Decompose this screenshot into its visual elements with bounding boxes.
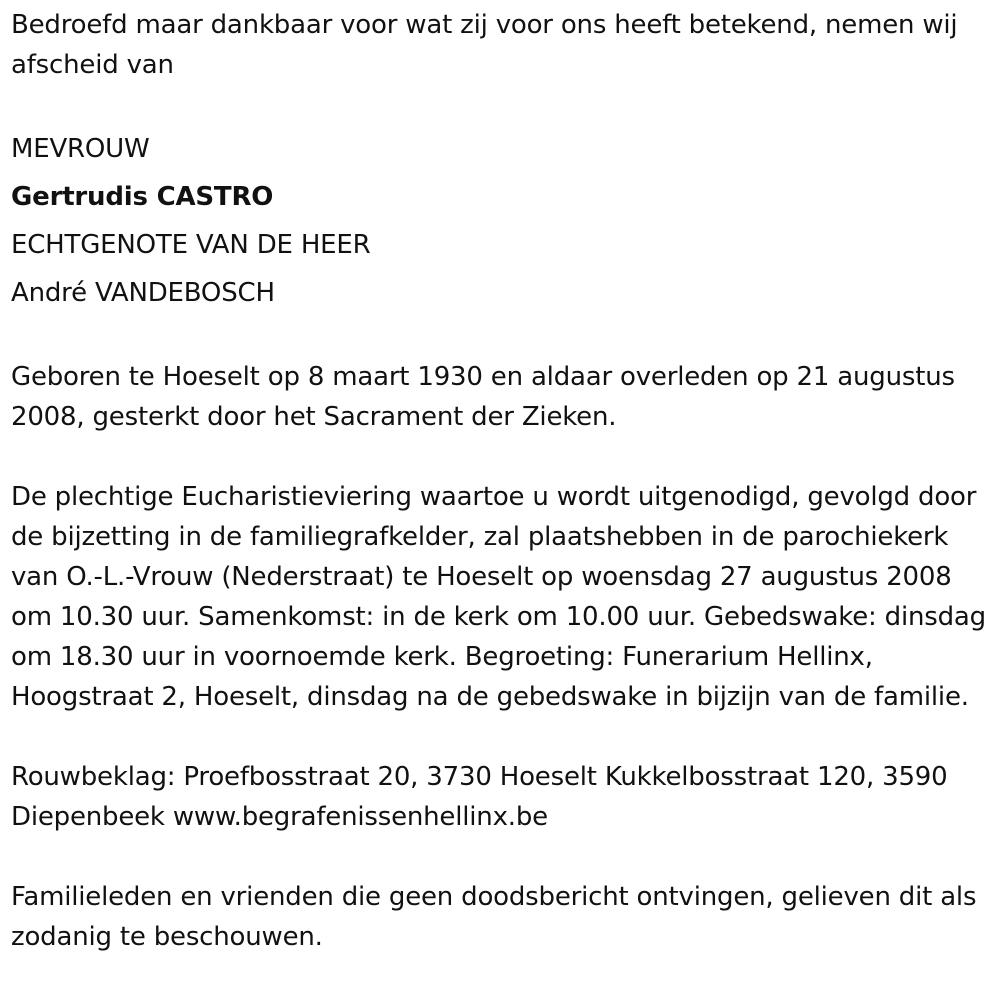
closing-paragraph: Familieleden en vrienden die geen doodsbericht ontvingen, gelieven dit als zodanig te beschouwen. — [11, 882, 977, 952]
spacer — [11, 437, 990, 477]
spacer — [11, 317, 990, 357]
birth-death-paragraph: Geboren te Hoeselt op 8 maart 1930 en aldaar overleden op 21 augustus 2008, gesterkt door het Sacrament der Zieken. — [11, 362, 955, 432]
spouse-prefix: ECHTGENOTE VAN DE HEER — [11, 230, 371, 260]
spacer — [11, 85, 990, 125]
condolences-paragraph: Rouwbeklag: Proefbosstraat 20, 3730 Hoeselt Kukkelbosstraat 120, 3590 Diepenbeek www.begrafenissenhellinx.be — [11, 762, 948, 832]
ceremony-paragraph: De plechtige Eucharistieviering waartoe u wordt uitgenodigd, gevolgd door de bijzetting in de familiegrafkelder, zal plaatshebben in de parochiekerk van O.-L.-Vrouw (Nederstraat) te Hoeselt op woensdag 27 augustus 2008 om 10.30 uur. Samenkomst: in de kerk om 10.00 uur. Gebedswake: dinsdag om 18.30 uur in voornoemde kerk. Begroeting: Funerarium Hellinx, Hoogstraat 2, Hoeselt, dinsdag na de gebedswake in bijzijn van de familie. — [11, 482, 986, 712]
title-prefix: MEVROUW — [11, 134, 150, 164]
spacer — [11, 717, 990, 757]
deceased-name: Gertrudis CASTRO — [11, 182, 274, 212]
spouse-name: André VANDEBOSCH — [11, 278, 275, 308]
intro-paragraph: Bedroefd maar dankbaar voor wat zij voor ons heeft betekend, nemen wij afscheid van — [11, 10, 958, 80]
spacer — [11, 837, 990, 877]
